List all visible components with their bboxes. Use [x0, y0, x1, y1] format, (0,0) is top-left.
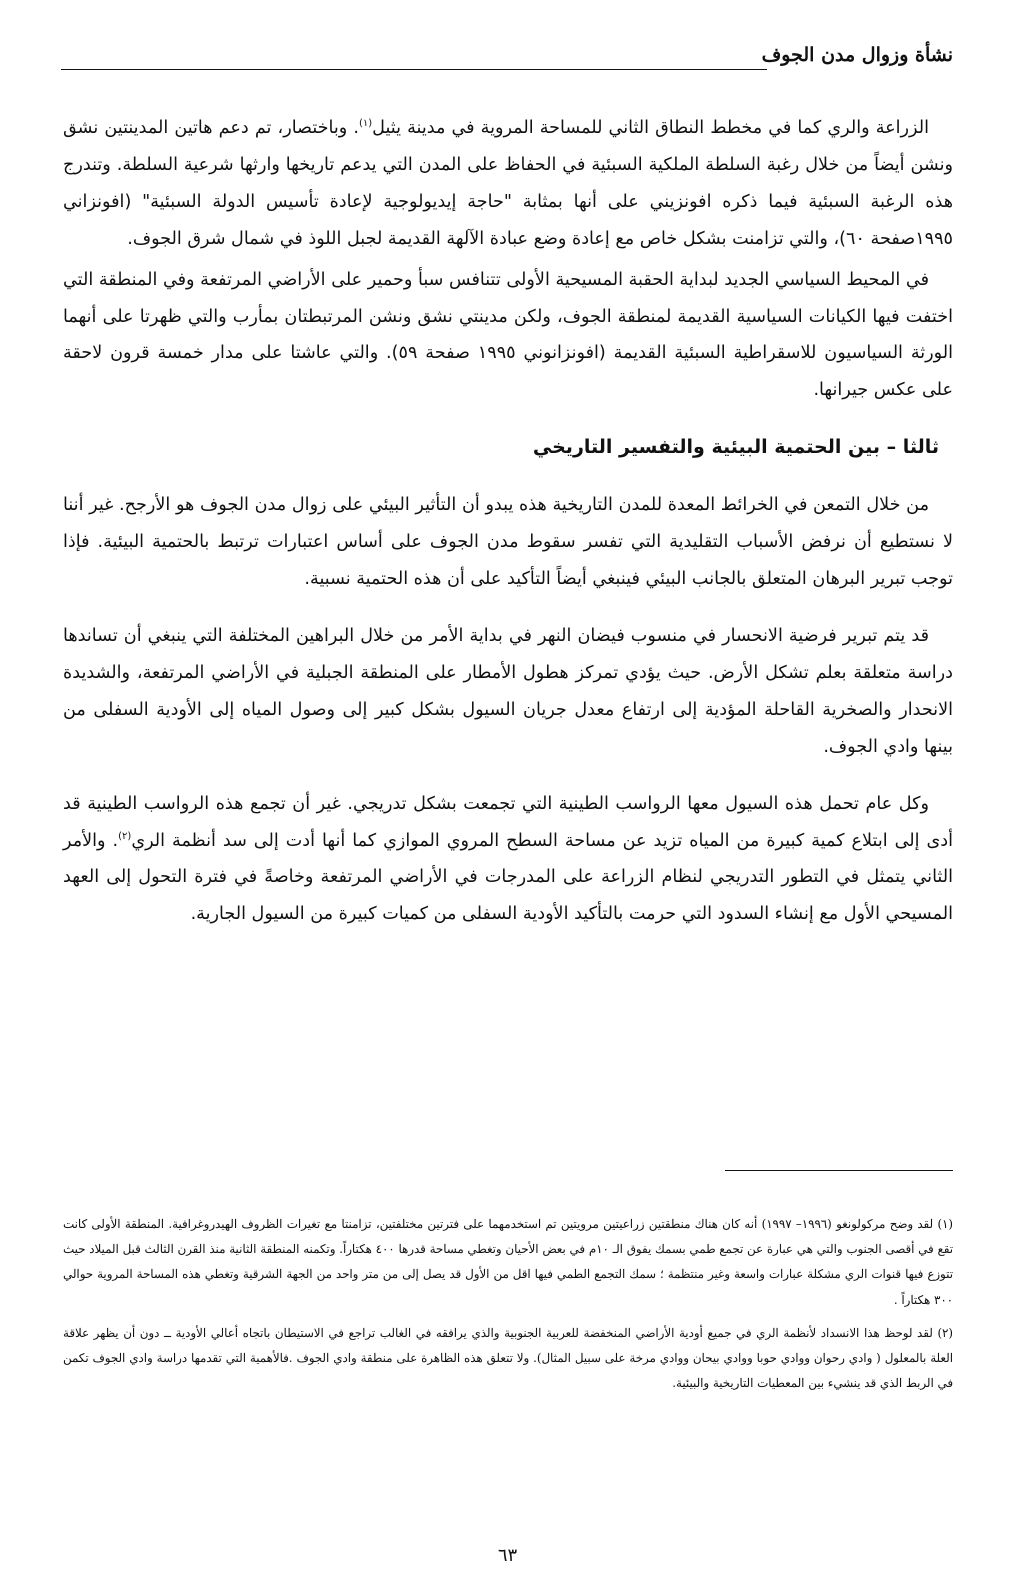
footnote-ref-1: (١) — [358, 118, 373, 130]
running-header — [61, 44, 953, 76]
section-heading: ثالثا – بين الحتمية البيئية والتفسير التاريخي — [532, 436, 939, 459]
footnote-ref-2: (٢) — [118, 830, 132, 842]
paragraph-1 — [63, 110, 953, 258]
header-rule — [61, 69, 767, 70]
main-body — [63, 110, 953, 933]
paragraph-5-text-start: وكل عام تحمل هذه السيول معها الرواسب الطينية التي تجمعت بشكل تدريجي. غير أن تجمع هذه الرواسب الطينية قد أدى إلى ابتلاع كمية كبيرة من المياه تزيد عن مساحة السطح المروي الموازي كما أنها أدت إلى سد أنظمة الري — [63, 793, 953, 851]
paragraph-5 — [63, 786, 953, 934]
footnote-1: (١) لقد وضح مركولونغو (١٩٩٦– ١٩٩٧) أنه كان هناك منطقتين زراعيتين مرويتين تم استخدمهما على فترتين مختلفتين، تزامنتا مع تغيرات الظروف الهيدروغرافية. المنطقة الأولى كانت تقع في أقصى الجنوب والتي هي عبارة عن تجمع طمي بسمك يفوق الـ ١٠م في بعض الأحيان وتغطي مساحة قدرها ٤٠٠ هكتاراً. وتكمنه المنطقة الثانية منذ القرن الثالث قبل الميلاد حيث تتوزع فيها قنوات الري مشكلة عبارات واسعة وغير منتظمة ؛ سمك التجمع الطمي فيها اقل من الأول قد يصل إلى من متر واحد من الجهة الشرقية وتغطي هذه المساحة المروية حوالي ٣٠٠ هكتاراً . — [63, 1217, 953, 1307]
footnote-2: (٢) لقد لوحظ هذا الانسداد لأنظمة الري في جميع أودية الأراضي المنخفضة للعربية الجنوبية والذي يرافقه في الغالب تراجع في الاستيطان باتجاه أعالي الأودية ــ دون أن يظهر علاقة العلة بالمعلول ( وادي رحوان ووادي حوبا ووادي بيحان ووادي مرخة على سبيل المثال). ولا تتعلق هذه الظاهرة على منطقة وادي الجوف .فالأهمية التي تقدمها دراسة وادي الجوف تكمن في الربط الذي قد ينشيء بين المعطيات التاريخية والبيئية. — [63, 1325, 953, 1391]
paragraph-1-text-start: الزراعة والري كما في مخطط النطاق الثاني للمساحة المروية في مدينة يثيل — [372, 118, 929, 138]
footnote-separator — [725, 1170, 953, 1171]
paragraph-4: قد يتم تبرير فرضية الانحسار في منسوب فيضان النهر في بداية الأمر من خلال البراهين المختلفة التي ينبغي أن تساندها دراسة متعلقة بعلم تشكل الأرض. حيث يؤدي تمركز هطول الأمطار على المنطقة الجبلية في الأراضي المرتفعة، والشديدة الانحدار والصخرية القاحلة المؤدية إلى ارتفاع معدل جريان السيول بشكل كبير إلى وصول المياه إلى الأودية السفلى من بينها وادي الجوف. — [63, 625, 953, 757]
paragraph-5-text-end: . والأمر الثاني يتمثل في التطور التدريجي لنظام الزراعة على المدرجات في الأراضي المرتفعة وخاصةً في فترة التحول إلى العهد المسيحي الأول مع إنشاء السدود التي حرمت بالتأكيد الأودية السفلى من كميات كبيرة من السيول الجارية. — [63, 830, 953, 925]
header-title: نشأة وزوال مدن الجوف — [761, 44, 953, 66]
paragraph-2: في المحيط السياسي الجديد لبداية الحقبة المسيحية الأولى تتنافس سبأ وحمير على الأراضي المرتفعة وفي المنطقة التي اختفت فيها الكيانات السياسية القديمة لمنطقة الجوف، ولكن مدينتي نشق ونشن المرتبطتان بمأرب والتي ظهرتا على أنهما الورثة السياسيون للاسقراطية السبئية القديمة (افونزانوني ١٩٩٥ صفحة ٥٩). والتي عاشتا على مدار خمسة قرون لاحقة على عكس جيرانها. — [63, 269, 953, 401]
paragraph-1-text-end: . وباختصار، تم دعم هاتين المدينتين نشق ونشن أيضاً من خلال رغبة السلطة الملكية السبئية في الحفاظ على المدن التي يدعم تاريخها وارثها شرعية السلطة. وتندرج هذه الرغبة السبئية فيما ذكره افونزيني على أنها بمثابة "حاجة إيديولوجية لإعادة تأسيس الدولة السبئية" (افونزاني ١٩٩٥صفحة ٦٠)، والتي تزامنت بشكل خاص مع إعادة وضع عبادة الآلهة القديمة لجبل اللوذ في شمال شرق الجوف. — [63, 118, 953, 249]
page-number: ٦٣ — [497, 1545, 518, 1566]
paragraph-3: من خلال التمعن في الخرائط المعدة للمدن التاريخية هذه يبدو أن التأثير البيئي على زوال مدن الجوف هو الأرجح. غير أننا لا نستطيع أن نرفض الأسباب التقليدية التي تفسر سقوط مدن الجوف على أساس اعتبارات ترتبط بالحتمية البيئية. فإذا توجب تبرير البرهان المتعلق بالجانب البيئي فينبغي أيضاً التأكيد على أن هذه الحتمية نسبية. — [63, 495, 953, 590]
footnotes — [63, 1212, 953, 1396]
